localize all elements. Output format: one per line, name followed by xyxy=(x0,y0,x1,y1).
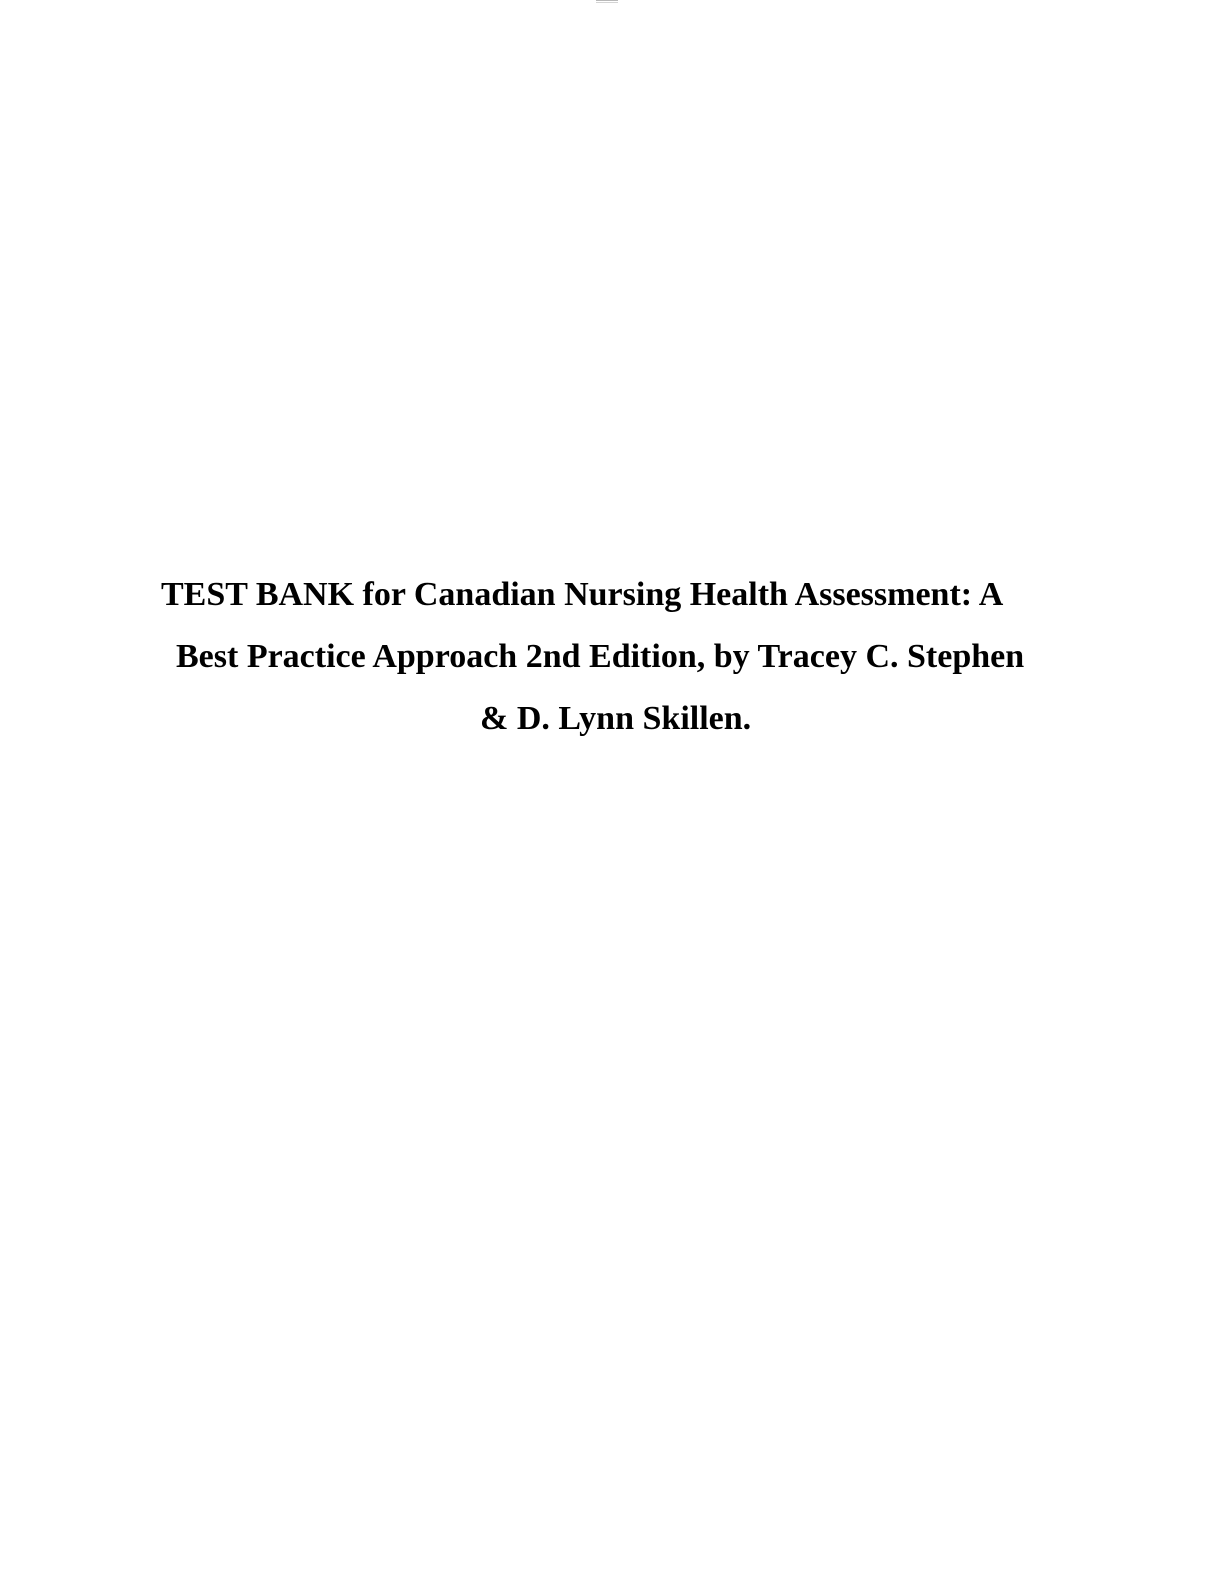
title-line-1: TEST BANK for Canadian Nursing Health Assessment: A xyxy=(161,576,1004,613)
header-mark xyxy=(596,0,618,3)
title-line-2: Best Practice Approach 2nd Edition, by Tracey C. Stephen xyxy=(176,638,1025,675)
title-line-3: & D. Lynn Skillen. xyxy=(480,700,752,737)
